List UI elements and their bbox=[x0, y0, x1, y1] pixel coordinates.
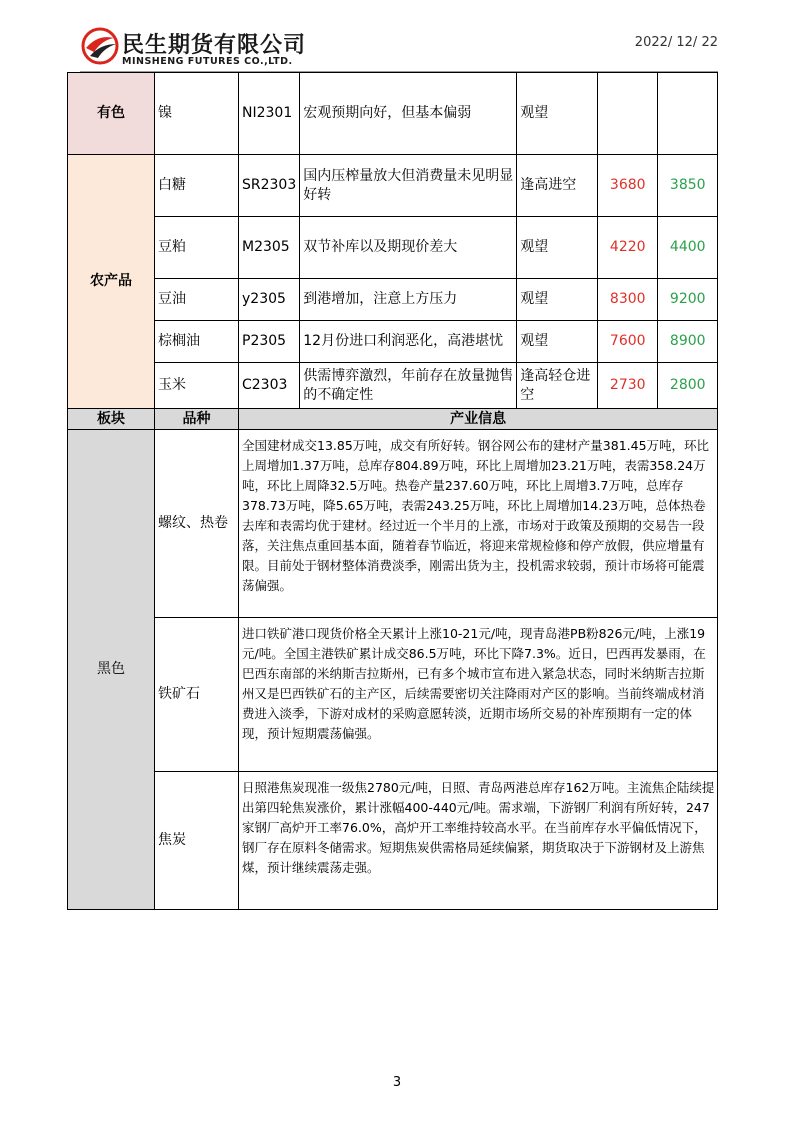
table-row bbox=[68, 73, 718, 155]
industry-info-cell: 全国建材成交13.85万吨，成交有所好转。钢谷网公布的建材产量381.45万吨，环比上周增加1.37万吨，总库存804.89万吨，环比上周增加23.21万吨，表需358.24万吨，环比上周降32.5万吨。热卷产量237.60万吨，环比上周增3.7万吨，总库存378.73万吨，降5.65万吨，表需243.25万吨，环比上周增加14.23万吨，总体热卷去库和表需均优于建材。经过近一个半月的上涨，市场对于政策及预期的交易告一段落，关注焦点重回基本面，随着春节临近，将迎来常规检修和停产放假，供应增量有限。目前处于钢材整体消费淡季，刚需出货为主，投机需求较弱，预计市场将可能震荡偏强。 bbox=[239, 430, 718, 618]
variety-cell: 豆油 bbox=[155, 279, 239, 321]
code-cell: SR2303 bbox=[239, 155, 300, 217]
code-cell: P2305 bbox=[239, 321, 300, 363]
table-row bbox=[68, 217, 718, 279]
low-price-cell: 7600 bbox=[598, 321, 658, 363]
table-row bbox=[68, 155, 718, 217]
strategy-table bbox=[67, 72, 718, 910]
page-header bbox=[0, 0, 794, 72]
high-price-cell bbox=[658, 73, 718, 155]
high-price-cell: 9200 bbox=[658, 279, 718, 321]
low-price-cell: 3680 bbox=[598, 155, 658, 217]
header-industry-info: 产业信息 bbox=[239, 409, 718, 430]
report-date: 2022/ 12/ 22 bbox=[634, 35, 718, 50]
industry-info-cell: 日照港焦炭现准一级焦2780元/吨，日照、青岛两港总库存162万吨。主流焦企陆续提出第四轮焦炭涨价，累计涨幅400-440元/吨。需求端，下游钢厂利润有所好转，247家钢厂高炉开工率76.0%，高炉开工率维持较高水平。在当前库存水平偏低情况下，钢厂存在原料冬储需求。短期焦炭供需格局延续偏紧，期货取决于下游钢材及上游焦煤，预计继续震荡走强。 bbox=[239, 772, 718, 910]
view-cell: 宏观预期向好，但基本偏弱 bbox=[300, 73, 517, 155]
sector-cell: 有色 bbox=[68, 73, 155, 155]
high-price-cell: 8900 bbox=[658, 321, 718, 363]
view-cell: 双节补库以及期现价差大 bbox=[300, 217, 517, 279]
high-price-cell: 2800 bbox=[658, 363, 718, 409]
strategy-cell: 观望 bbox=[517, 321, 598, 363]
strategy-cell: 观望 bbox=[517, 73, 598, 155]
table-row bbox=[68, 363, 718, 409]
low-price-cell: 8300 bbox=[598, 279, 658, 321]
low-price-cell: 2730 bbox=[598, 363, 658, 409]
view-cell: 国内压榨量放大但消费量未见明显好转 bbox=[300, 155, 517, 217]
strategy-cell: 逢高进空 bbox=[517, 155, 598, 217]
company-name-en: MINSHENG FUTURES CO.,LTD. bbox=[122, 56, 293, 67]
table-row bbox=[68, 321, 718, 363]
table-row bbox=[68, 772, 718, 910]
variety-cell: 豆粕 bbox=[155, 217, 239, 279]
strategy-cell: 逢高轻仓进空 bbox=[517, 363, 598, 409]
variety-cell: 铁矿石 bbox=[155, 618, 239, 772]
view-cell: 12月份进口利润恶化，高港堪忧 bbox=[300, 321, 517, 363]
strategy-cell: 观望 bbox=[517, 279, 598, 321]
sector-cell: 黑色 bbox=[68, 430, 155, 910]
variety-cell: 白糖 bbox=[155, 155, 239, 217]
variety-cell: 玉米 bbox=[155, 363, 239, 409]
info-header-row bbox=[68, 409, 718, 430]
table-row bbox=[68, 430, 718, 618]
table-row bbox=[68, 279, 718, 321]
high-price-cell: 4400 bbox=[658, 217, 718, 279]
variety-cell: 焦炭 bbox=[155, 772, 239, 910]
variety-cell: 棕榈油 bbox=[155, 321, 239, 363]
code-cell: y2305 bbox=[239, 279, 300, 321]
header-variety: 品种 bbox=[155, 409, 239, 430]
table-row bbox=[68, 618, 718, 772]
high-price-cell: 3850 bbox=[658, 155, 718, 217]
strategy-cell: 观望 bbox=[517, 217, 598, 279]
sector-cell: 农产品 bbox=[68, 155, 155, 409]
header-sector: 板块 bbox=[68, 409, 155, 430]
minsheng-logo-icon bbox=[80, 26, 120, 66]
code-cell: M2305 bbox=[239, 217, 300, 279]
view-cell: 到港增加，注意上方压力 bbox=[300, 279, 517, 321]
low-price-cell bbox=[598, 73, 658, 155]
industry-info-cell: 进口铁矿港口现货价格全天累计上涨10-21元/吨，现青岛港PB粉826元/吨，上涨19元/吨。全国主港铁矿累计成交86.5万吨，环比下降7.3%。近日，巴西再发暴雨，在巴西东南部的米纳斯吉拉斯州，已有多个城市宣布进入紧急状态，同时米纳斯吉拉斯州又是巴西铁矿石的主产区，后续需要密切关注降雨对产区的影响。当前终端成材消费进入淡季，下游对成材的采购意愿转淡，近期市场所交易的补库预期有一定的体现，预计短期震荡偏强。 bbox=[239, 618, 718, 772]
variety-cell: 螺纹、热卷 bbox=[155, 430, 239, 618]
view-cell: 供需博弈激烈，年前存在放量抛售的不确定性 bbox=[300, 363, 517, 409]
code-cell: C2303 bbox=[239, 363, 300, 409]
code-cell: NI2301 bbox=[239, 73, 300, 155]
page-number: 3 bbox=[392, 1075, 402, 1090]
low-price-cell: 4220 bbox=[598, 217, 658, 279]
company-name-cn: 民生期货有限公司 bbox=[122, 33, 307, 58]
variety-cell: 镍 bbox=[155, 73, 239, 155]
